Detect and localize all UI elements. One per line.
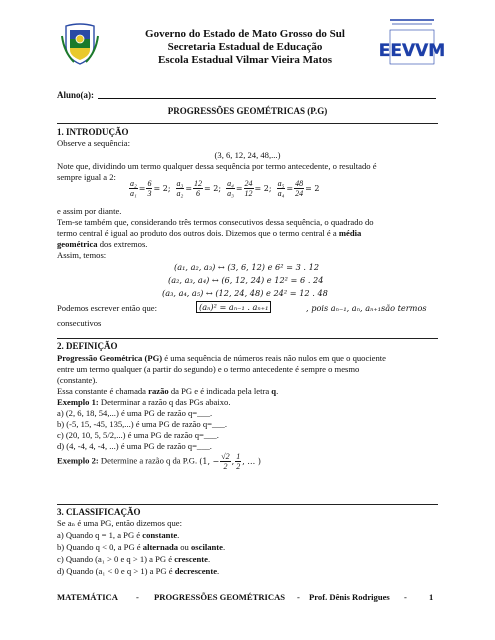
school-logo [378, 16, 446, 70]
assim-diante-text: e assim por diante. [57, 206, 122, 216]
footer-separator: - [136, 592, 139, 602]
ratio-equations: $\frac{\text{a₂}}{\text{a₁}}$ = $\frac{6}{3}$ = 2; $\frac{\text{a₃}}{\text{a₂}}$ = $\frac{12}{6}$ = 2; $\frac{\text{a₄}}{\text{a₃}}$ = $\frac{24}{12}$ = 2; $\frac{\text{a₅}}{\text{a₄}}$ = $\frac{48}{24}$ = 2 [130, 179, 320, 198]
footer-separator: - [404, 592, 407, 602]
ratio-1-value: $\frac{6}{3}$ [147, 179, 152, 198]
section-divider [57, 123, 438, 124]
ratio-1-symbol: $\frac{\text{a₂}}{\text{a₁}}$ [130, 179, 137, 198]
example-1-item-c: c) (20, 10, 5, 5/2,...) é uma PG de razão q=___. [57, 430, 219, 440]
footer-professor: Prof. Dênis Rodrigues [309, 592, 390, 602]
note-line-2: sempre igual a 2: [57, 172, 116, 182]
classification-item-c: c) Quando (a₁ > 0 e q > 1) a PG é crescente. [57, 554, 211, 564]
definition-line-1: Progressão Geométrica (PG) é uma sequência de números reais não nulos em que o quociente [57, 353, 386, 363]
ratio-3-value: $\frac{24}{12}$ [244, 179, 253, 198]
classification-item-a: a) Quando q = 1, a PG é constante. [57, 530, 180, 540]
example-relation-3: (a₃, a₄, a₅) ↔ (12, 24, 48) e 24² = 12 . 48 [162, 288, 328, 298]
example-1-item-d: d) (4, -4, 4, -4, ...) é uma PG de razão q=___. [57, 441, 212, 451]
classification-item-d: d) Quando (a₁ < 0 e q > 1) a PG é decrescente. [57, 566, 220, 576]
classification-intro: Se aₙ é uma PG, então dizemos que: [57, 518, 182, 528]
example-1-item-a: a) (2, 6, 18, 54,...) é uma PG de razão q=___. [57, 408, 213, 418]
observe-text: Observe a sequência: [57, 138, 131, 148]
tem-se-line-2: termo central é igual ao produto dos outros dois. Dizemos que o termo central é a média [57, 228, 362, 238]
footer-separator: - [297, 592, 300, 602]
definition-line-2: entre um termo qualquer (a partir do segundo) e o termo antecedente é sempre o mesmo [57, 364, 360, 374]
footer-subject: MATEMÁTICA [57, 592, 118, 602]
podemos-continuation: , pois aₙ₋₁, aₙ, aₙ₊₁são termos [306, 303, 427, 313]
section-3-heading: 3. CLASSIFICAÇÃO [57, 507, 141, 517]
note-line-1: Note que, dividindo um termo qualquer dessa sequência por termo antecedente, o resultado é [57, 161, 377, 171]
example-sequence: (3, 6, 12, 24, 48,...) [214, 150, 281, 160]
header-school: Escola Estadual Vilmar Vieira Matos [158, 54, 332, 66]
section-divider [57, 504, 438, 505]
classification-item-b: b) Quando q < 0, a PG é alternada ou oscilante. [57, 542, 226, 552]
ratio-2-symbol: $\frac{\text{a₃}}{\text{a₂}}$ [176, 179, 184, 198]
logo-text: EEVVM [378, 41, 446, 61]
example-1-item-b: b) (-5, 15, -45, 135,...) é uma PG de razão q=___. [57, 419, 227, 429]
header-text [120, 28, 370, 67]
header-secretariat: Secretaria Estadual de Educação [167, 41, 323, 53]
ratio-4-symbol: $\frac{\text{a₅}}{\text{a₄}}$ [277, 179, 285, 198]
page-title: PROGRESSÕES GEOMÉTRICAS (P.G) [167, 106, 328, 116]
example-2-line: Exemplo 2: Determine a razão q da P.G. (1, − $\frac{√2}{2}$ , $\frac{1}{2}$ , … ) [57, 452, 261, 471]
header-government: Governo do Estado de Mato Grosso do Sul [145, 28, 345, 40]
example-2-fraction-2: $\frac{1}{2}$ [236, 452, 241, 471]
student-name-label: Aluno(a): [57, 90, 95, 100]
page-number: 1 [429, 592, 434, 602]
podemos-text: Podemos escrever então que: [57, 303, 157, 313]
example-1-title: Exemplo 1: Determinar a razão q das PGs abaixo. [57, 397, 231, 407]
footer-topic: PROGRESSÕES GEOMÉTRICAS [154, 592, 286, 602]
ratio-4-value: $\frac{48}{24}$ [295, 179, 304, 198]
consecutivos-text: consecutivos [57, 318, 102, 328]
constant-text: Essa constante é chamada razão da PG e é indicada pela letra q. [57, 386, 279, 396]
section-divider [57, 338, 438, 339]
definition-line-3: (constante). [57, 375, 98, 385]
ratio-3-symbol: $\frac{\text{a₄}}{\text{a₃}}$ [227, 179, 234, 198]
example-relation-1: (a₁, a₂, a₃) ↔ (3, 6, 12) e 6² = 3 . 12 [174, 262, 320, 272]
tem-se-line-1: Tem-se também que, considerando três termos consecutivos dessa sequência, o quadrado do [57, 217, 374, 227]
section-1-heading: 1. INTRODUÇÃO [57, 127, 129, 137]
assim-temos-text: Assim, temos: [57, 250, 107, 260]
geometric-mean-formula: (aₙ)² = aₙ₋₁ . aₙ₊₁ [196, 301, 271, 313]
tem-se-line-3: geométrica dos extremos. [57, 239, 148, 249]
state-coat-of-arms [60, 22, 100, 66]
ratio-2-value: $\frac{12}{6}$ [194, 179, 203, 198]
example-2-fraction-1: $\frac{√2}{2}$ [221, 452, 230, 471]
student-name-field[interactable] [98, 98, 436, 99]
section-2-heading: 2. DEFINIÇÃO [57, 341, 118, 351]
example-relation-2: (a₂, a₃, a₄) ↔ (6, 12, 24) e 12² = 6 . 24 [168, 275, 324, 285]
